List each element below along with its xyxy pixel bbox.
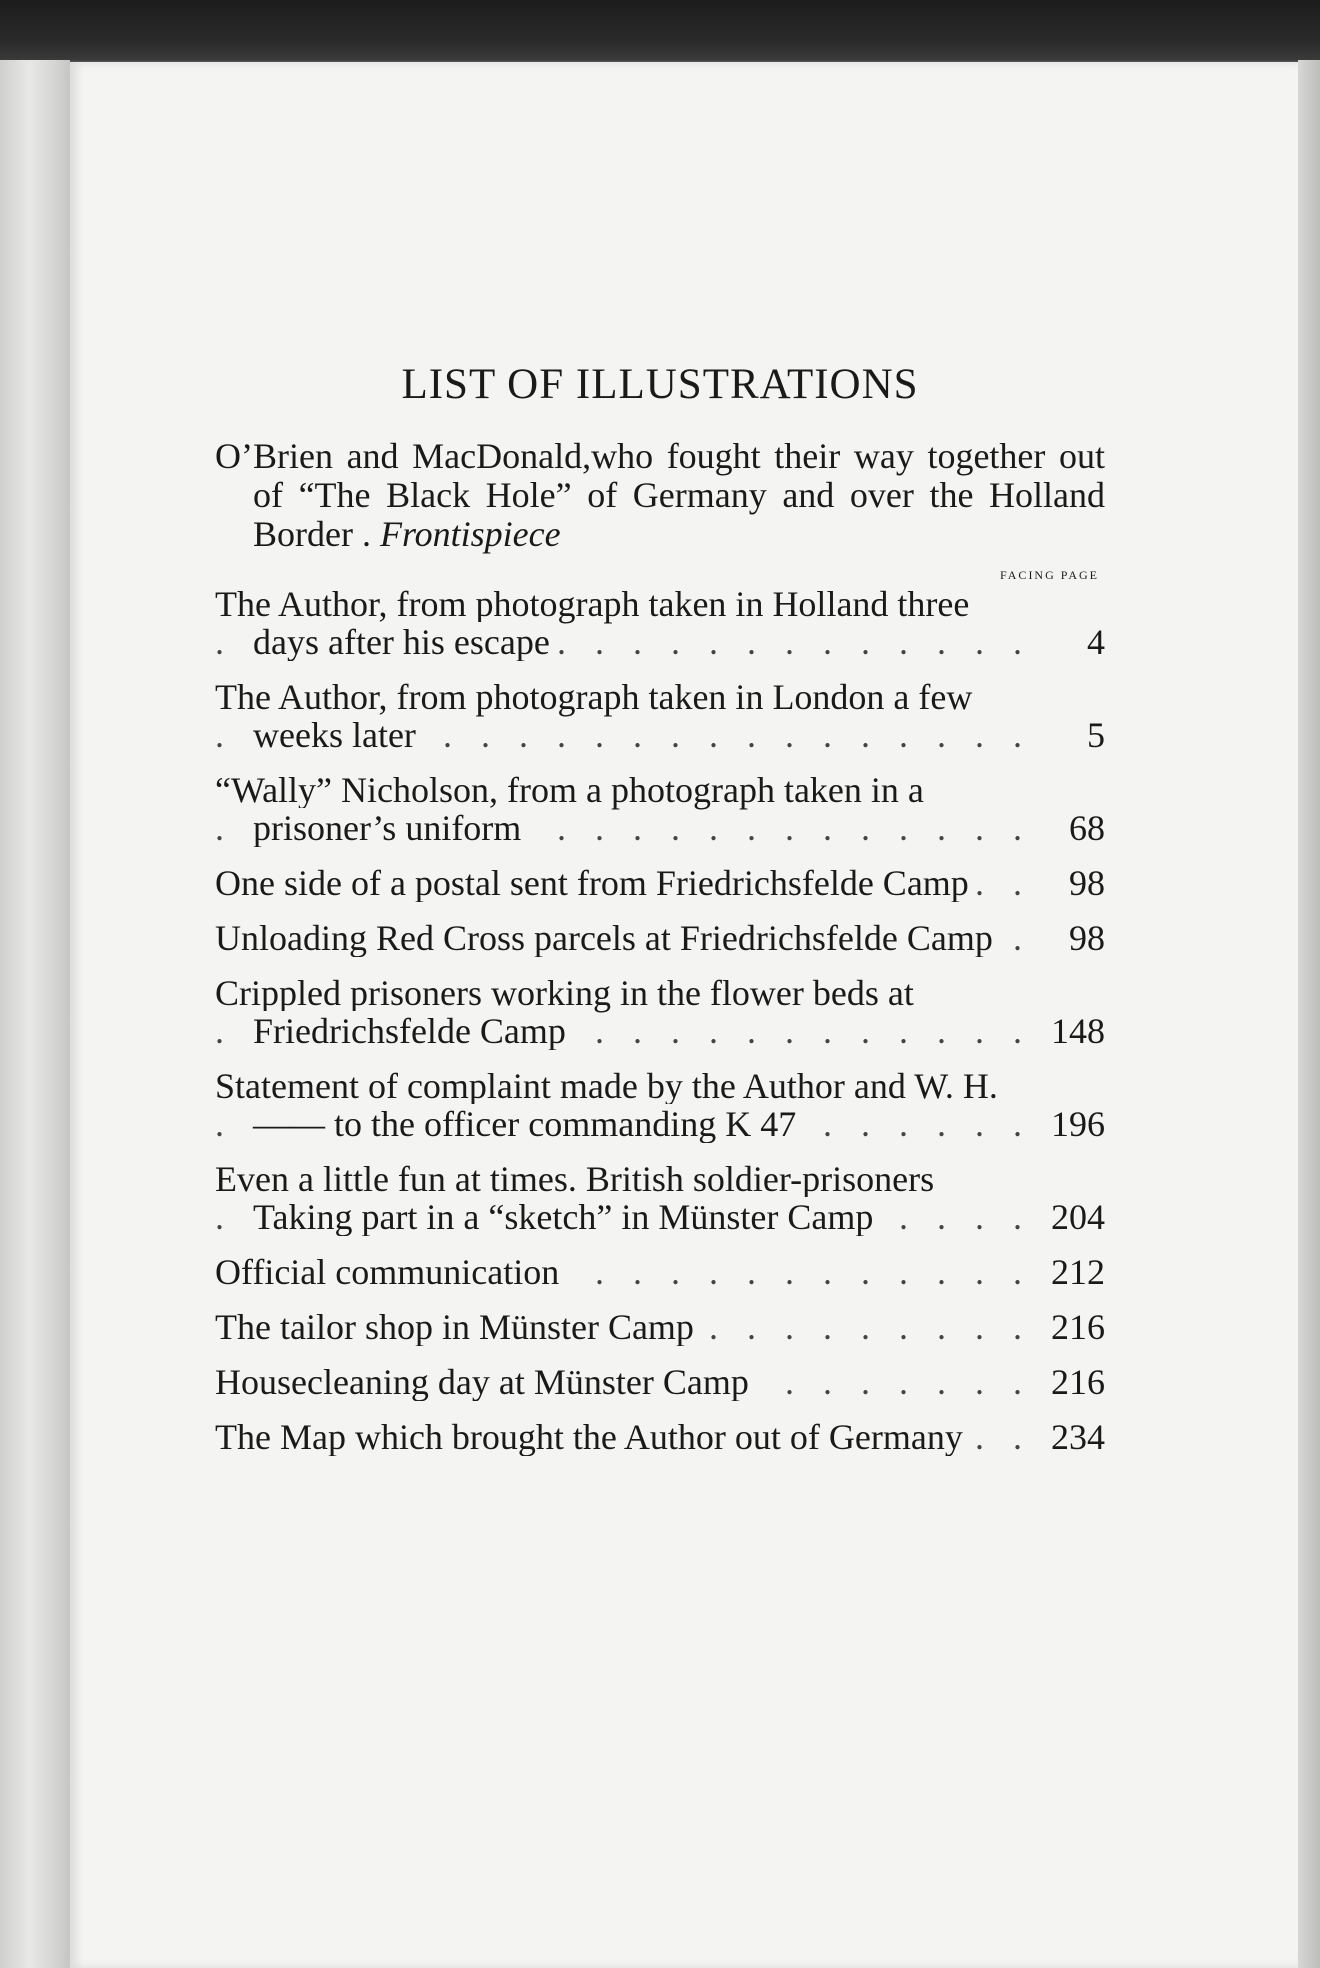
- entry-page-number: 98: [1069, 863, 1105, 903]
- entry-page-number: 212: [1051, 1252, 1105, 1292]
- entry-page-number: 148: [1051, 1011, 1105, 1051]
- frontispiece-caption: O’Brien and MacDonald,who fought their way together out of “The Black Hole” of Germany and over the Holland Border .: [215, 436, 1105, 554]
- list-item: [215, 919, 1105, 957]
- entry-caption: Statement of complaint made by the Author and W. H.—— to the officer commanding K 47: [215, 1067, 998, 1143]
- entry-page-number: 216: [1051, 1307, 1105, 1347]
- entry-caption: Crippled prisoners working in the flower beds at Friedrichsfelde Camp: [215, 974, 914, 1050]
- entry-page-number: 4: [1087, 622, 1105, 662]
- entry-caption: Housecleaning day at Münster Camp: [215, 1363, 757, 1401]
- entry-caption: The Map which brought the Author out of Germany: [215, 1418, 971, 1456]
- list-item: [215, 974, 1105, 1050]
- entry-caption: “Wally” Nicholson, from a photograph taken in a prisoner’s uniform: [215, 771, 924, 847]
- entry-caption: Official communication: [215, 1253, 567, 1291]
- book-spine: [0, 60, 70, 1968]
- frontispiece-label: Frontispiece: [379, 514, 561, 554]
- entry-caption: One side of a postal sent from Friedrichsfelde Camp: [215, 864, 977, 902]
- entry-caption: Even a little fun at times. British soldier-prisoners Taking part in a “sketch” in Münster Camp: [215, 1160, 935, 1236]
- list-item: [215, 1308, 1105, 1346]
- facing-page-header: FACING PAGE: [999, 568, 1099, 582]
- list-item: [215, 1160, 1105, 1236]
- page-title: LIST OF ILLUSTRATIONS: [401, 361, 919, 408]
- entry-page-number: 98: [1069, 918, 1105, 958]
- entry-page-number: 234: [1051, 1417, 1105, 1457]
- entries-list: [215, 585, 1105, 1456]
- list-item: [215, 1418, 1105, 1456]
- list-item: [215, 1067, 1105, 1143]
- list-item: [215, 864, 1105, 902]
- entry-page-number: 5: [1087, 715, 1105, 755]
- entry-page-number: 216: [1051, 1362, 1105, 1402]
- list-item: [215, 585, 1105, 661]
- frontispiece-entry: [215, 437, 1105, 554]
- entry-caption: The Author, from photograph taken in Holland three days after his escape: [215, 585, 970, 661]
- page-edge: [1298, 60, 1320, 1968]
- entry-caption: The tailor shop in Münster Camp: [215, 1308, 702, 1346]
- entry-page-number: 196: [1051, 1104, 1105, 1144]
- list-item: [215, 1253, 1105, 1291]
- entry-caption: The Author, from photograph taken in London a few weeks later: [215, 678, 973, 754]
- list-item: [215, 678, 1105, 754]
- entry-caption: Unloading Red Cross parcels at Friedrichsfelde Camp: [215, 919, 1001, 957]
- entry-page-number: 68: [1069, 808, 1105, 848]
- list-item: [215, 1363, 1105, 1401]
- entry-page-number: 204: [1051, 1197, 1105, 1237]
- list-item: [215, 771, 1105, 847]
- illustrations-list: [215, 360, 1105, 1473]
